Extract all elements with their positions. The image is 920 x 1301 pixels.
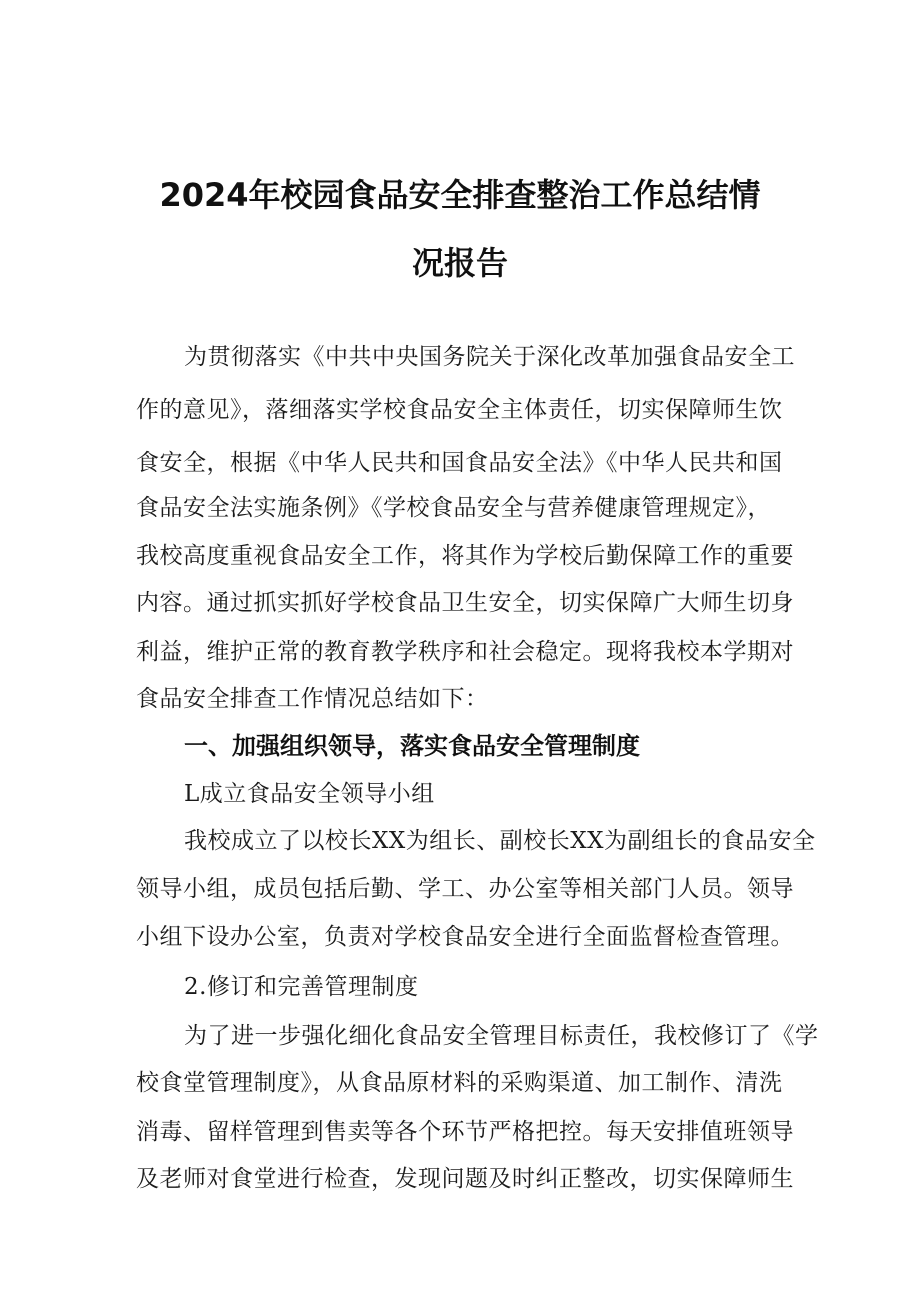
paragraph-line: 食品安全排查工作情况总结如下： — [136, 686, 489, 712]
section-heading: 一、加强组织领导，落实食品安全管理制度 — [184, 732, 640, 760]
paragraph-line: 小组下设办公室，负责对学校食品安全进行全面监督检查管理。 — [136, 924, 794, 950]
subsection-heading: 2.修订和完善管理制度 — [184, 974, 419, 1000]
paragraph-line: 消毒、留样管理到售卖等各个环节严格把控。每天安排值班领导 — [136, 1119, 794, 1145]
paragraph-line: 领导小组，成员包括后勤、学工、办公室等相关部门人员。领导 — [136, 876, 794, 902]
subsection-heading: L成立食品安全领导小组 — [184, 781, 435, 807]
document-title-line-1: 2024年校园食品安全排查整治工作总结情 — [159, 176, 761, 214]
paragraph-line: 我校高度重视食品安全工作，将其作为学校后勤保障工作的重要 — [136, 543, 794, 569]
paragraph-line: 我校成立了以校长XX为组长、副校长XX为副组长的食品安全 — [184, 828, 816, 854]
paragraph-line: 内容。通过抓实抓好学校食品卫生安全，切实保障广大师生切身 — [136, 590, 794, 616]
paragraph-line: 利益，维护正常的教育教学秩序和社会稳定。现将我校本学期对 — [136, 639, 794, 665]
paragraph-line: 食品安全法实施条例》《学校食品安全与营养健康管理规定》， — [136, 495, 771, 521]
paragraph-line: 为贯彻落实《中共中央国务院关于深化改革加强食品安全工 — [184, 344, 795, 370]
paragraph-line: 校食堂管理制度》，从食品原材料的采购渠道、加工制作、清洗 — [136, 1070, 783, 1096]
paragraph-line: 食安全，根据《中华人民共和国食品安全法》《中华人民共和国 — [136, 450, 783, 476]
paragraph-line: 为了进一步强化细化食品安全管理目标责任，我校修订了《学 — [184, 1023, 819, 1049]
document-title-line-2: 况报告 — [411, 244, 508, 282]
paragraph-line: 及老师对食堂进行检查，发现问题及时纠正整改，切实保障师生 — [136, 1166, 794, 1192]
paragraph-line: 作的意见》，落细落实学校食品安全主体责任，切实保障师生饮 — [136, 397, 783, 423]
